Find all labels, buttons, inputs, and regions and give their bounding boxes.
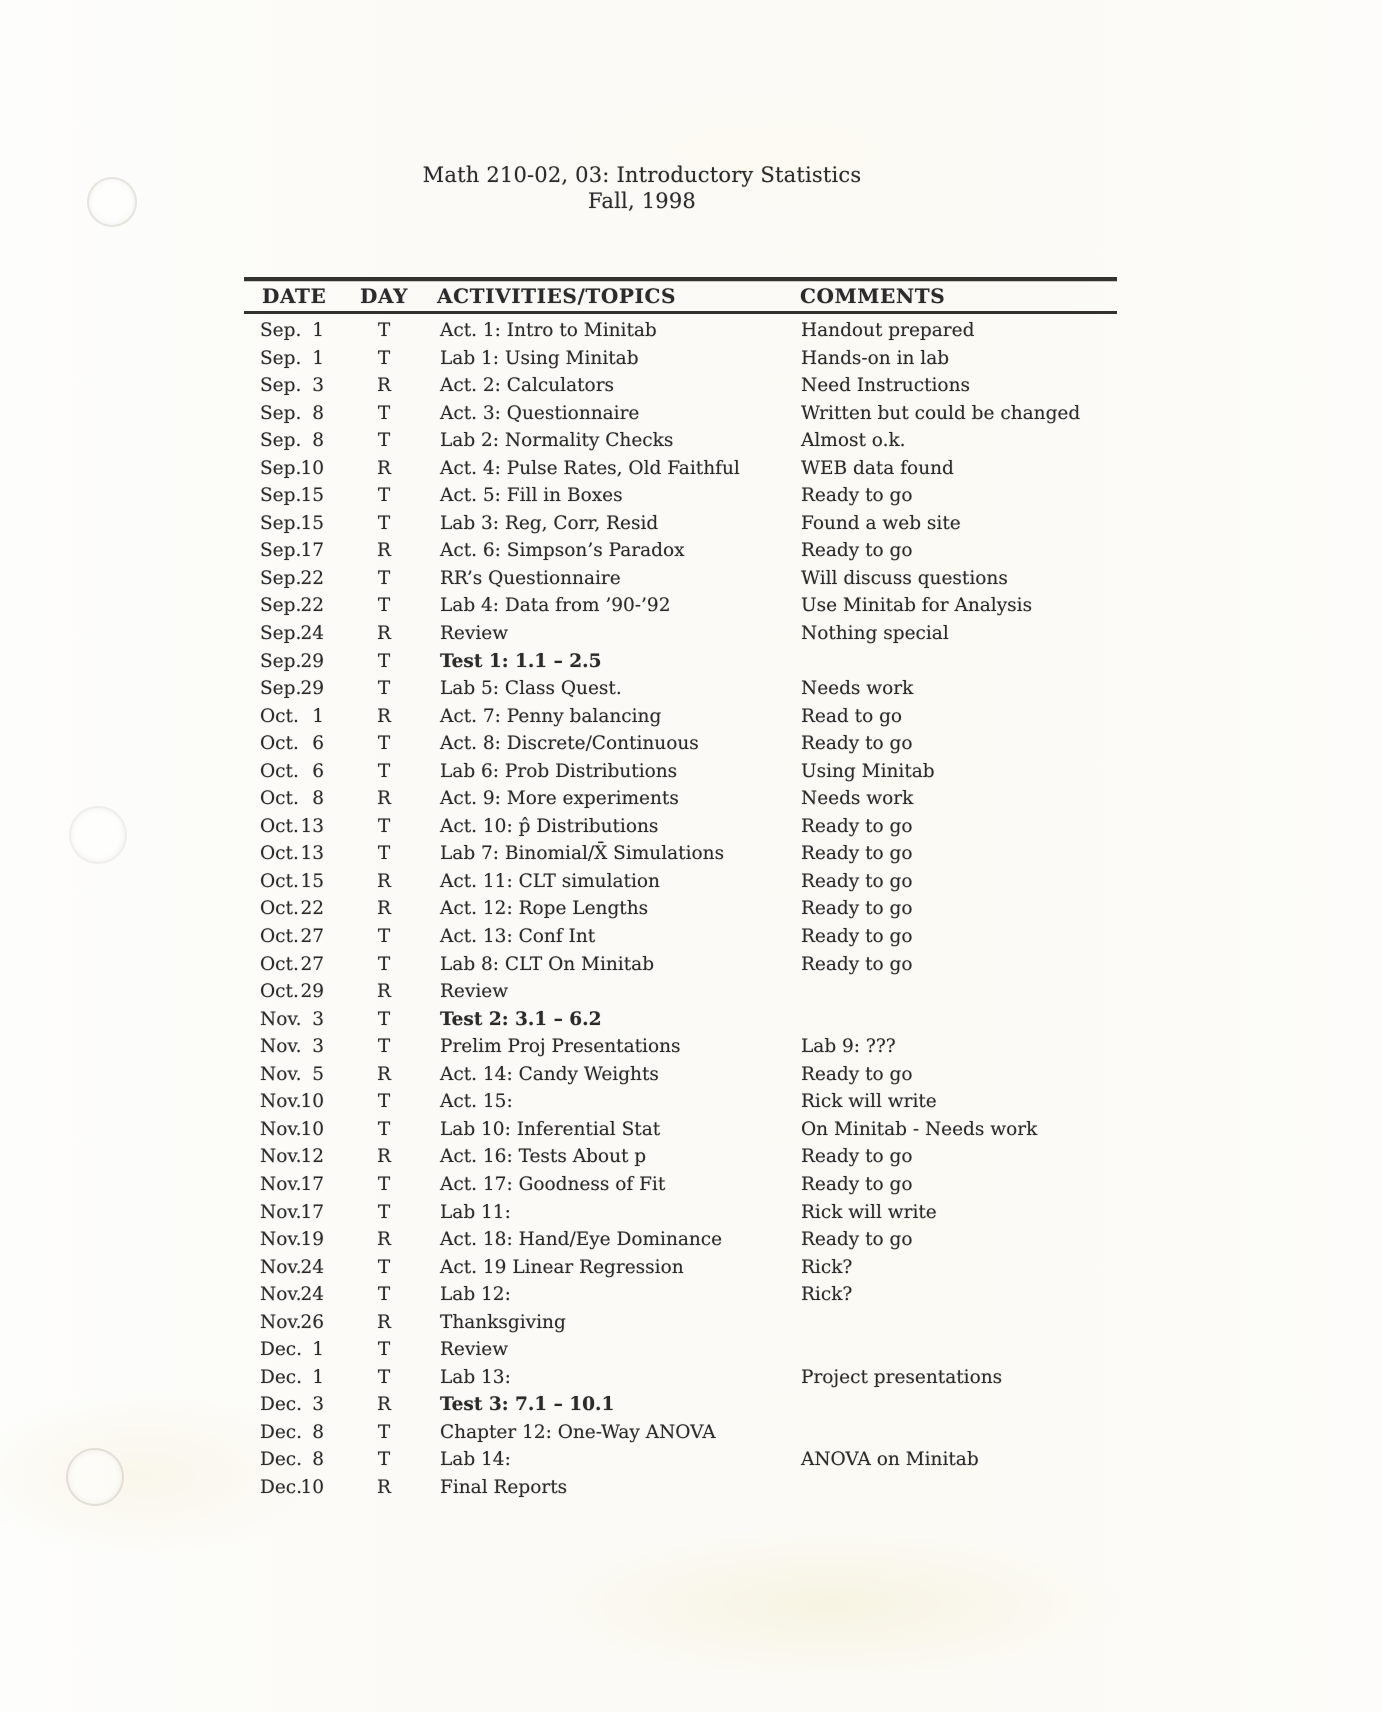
table-row xyxy=(244,758,1117,786)
date-day-cell: 6 xyxy=(312,760,324,782)
hole-punch xyxy=(69,806,127,864)
weekday-cell: T xyxy=(377,1449,391,1471)
date-day-cell: 3 xyxy=(312,1008,324,1030)
column-header-comments: COMMENTS xyxy=(800,284,946,308)
date-month-cell: Nov. xyxy=(260,1173,302,1195)
date-day-cell: 8 xyxy=(312,430,324,452)
date-month-cell: Nov. xyxy=(260,1063,302,1085)
comment-cell: Needs work xyxy=(801,788,914,810)
table-row xyxy=(244,1364,1117,1392)
table-row xyxy=(244,592,1117,620)
activity-cell: Lab 1: Using Minitab xyxy=(440,347,639,369)
date-month-cell: Oct. xyxy=(260,788,299,810)
table-row xyxy=(244,868,1117,896)
activity-cell: Test 1: 1.1 – 2.5 xyxy=(440,650,602,672)
table-row xyxy=(244,427,1117,455)
weekday-cell: T xyxy=(377,1256,391,1278)
date-month-cell: Nov. xyxy=(260,1008,302,1030)
date-day-cell: 10 xyxy=(300,1476,324,1498)
table-row xyxy=(244,1033,1117,1061)
weekday-cell: T xyxy=(377,1284,391,1306)
comment-cell: Lab 9: ??? xyxy=(801,1036,896,1058)
date-day-cell: 1 xyxy=(312,347,324,369)
date-month-cell: Dec. xyxy=(260,1394,303,1416)
comment-cell: WEB data found xyxy=(801,457,954,479)
activity-cell: Lab 2: Normality Checks xyxy=(440,430,674,452)
activity-cell: Lab 11: xyxy=(440,1201,511,1223)
date-day-cell: 8 xyxy=(312,1421,324,1443)
table-row xyxy=(244,537,1117,565)
date-day-cell: 29 xyxy=(300,650,324,672)
weekday-cell: T xyxy=(377,512,391,534)
date-day-cell: 8 xyxy=(312,402,324,424)
date-month-cell: Dec. xyxy=(260,1476,303,1498)
comment-cell: Use Minitab for Analysis xyxy=(801,595,1033,617)
date-month-cell: Oct. xyxy=(260,815,299,837)
activity-cell: Act. 1: Intro to Minitab xyxy=(440,320,657,341)
weekday-cell: R xyxy=(377,1063,391,1085)
date-month-cell: Sep. xyxy=(260,567,302,589)
weekday-cell: R xyxy=(377,981,391,1003)
weekday-cell: R xyxy=(377,1476,391,1498)
date-day-cell: 1 xyxy=(312,1366,324,1388)
table-row xyxy=(244,1474,1117,1502)
weekday-cell: T xyxy=(377,1091,391,1113)
date-month-cell: Nov. xyxy=(260,1118,302,1140)
table-row xyxy=(244,675,1117,703)
activity-cell: Act. 3: Questionnaire xyxy=(440,402,640,424)
date-day-cell: 8 xyxy=(312,788,324,810)
date-day-cell: 15 xyxy=(300,870,324,892)
activity-cell: Chapter 12: One-Way ANOVA xyxy=(440,1421,716,1443)
activity-cell: Act. 4: Pulse Rates, Old Faithful xyxy=(440,457,740,479)
table-row xyxy=(244,345,1117,373)
date-day-cell: 27 xyxy=(300,953,324,975)
table-row xyxy=(244,1419,1117,1447)
comment-cell: On Minitab - Needs work xyxy=(801,1118,1038,1140)
date-month-cell: Sep. xyxy=(260,320,302,341)
column-header-day: DAY xyxy=(360,284,408,308)
activity-cell: Lab 3: Reg, Corr, Resid xyxy=(440,512,659,534)
table-rows xyxy=(244,314,1117,1502)
activity-cell: Lab 7: Binomial/X̄ Simulations xyxy=(440,843,725,865)
date-day-cell: 29 xyxy=(300,678,324,700)
weekday-cell: R xyxy=(377,870,391,892)
activity-cell: Act. 15: xyxy=(440,1091,513,1113)
activity-cell: Lab 13: xyxy=(440,1366,511,1388)
date-day-cell: 22 xyxy=(300,567,324,589)
table-row xyxy=(244,703,1117,731)
comment-cell: ANOVA on Minitab xyxy=(801,1449,979,1471)
table-row xyxy=(244,951,1117,979)
comment-cell: Ready to go xyxy=(801,1146,913,1168)
table-row xyxy=(244,510,1117,538)
table-row xyxy=(244,895,1117,923)
table-row xyxy=(244,1226,1117,1254)
weekday-cell: R xyxy=(377,705,391,727)
table-row xyxy=(244,1446,1117,1474)
weekday-cell: T xyxy=(377,320,391,341)
comment-cell: Hands-on in lab xyxy=(801,347,950,369)
date-day-cell: 1 xyxy=(312,320,324,341)
column-header-date: DATE xyxy=(262,284,327,308)
table-row xyxy=(244,1088,1117,1116)
table-row xyxy=(244,785,1117,813)
date-day-cell: 22 xyxy=(300,595,324,617)
activity-cell: Review xyxy=(440,1339,509,1361)
date-month-cell: Sep. xyxy=(260,512,302,534)
date-day-cell: 3 xyxy=(312,1394,324,1416)
comment-cell: Read to go xyxy=(801,705,903,727)
course-title: Math 210-02, 03: Introductory Statistics xyxy=(422,163,862,187)
activity-cell: Act. 16: Tests About p xyxy=(440,1146,647,1168)
date-month-cell: Nov. xyxy=(260,1146,302,1168)
weekday-cell: T xyxy=(377,402,391,424)
table-row xyxy=(244,565,1117,593)
weekday-cell: T xyxy=(377,1008,391,1030)
date-month-cell: Oct. xyxy=(260,733,299,755)
activity-cell: Act. 12: Rope Lengths xyxy=(440,898,649,920)
weekday-cell: R xyxy=(377,457,391,479)
comment-cell: Ready to go xyxy=(801,898,913,920)
date-month-cell: Dec. xyxy=(260,1421,303,1443)
date-month-cell: Nov. xyxy=(260,1284,302,1306)
date-month-cell: Oct. xyxy=(260,981,299,1003)
table-row xyxy=(244,1116,1117,1144)
activity-cell: Test 2: 3.1 – 6.2 xyxy=(440,1008,602,1030)
comment-cell: Ready to go xyxy=(801,733,913,755)
activity-cell: Prelim Proj Presentations xyxy=(440,1036,681,1058)
comment-cell: Rick? xyxy=(801,1284,853,1306)
date-month-cell: Sep. xyxy=(260,347,302,369)
table-row xyxy=(244,1061,1117,1089)
date-day-cell: 24 xyxy=(300,623,324,645)
weekday-cell: R xyxy=(377,788,391,810)
comment-cell: Rick will write xyxy=(801,1091,937,1113)
title-block xyxy=(242,162,1042,214)
table-row xyxy=(244,372,1117,400)
activity-cell: Lab 6: Prob Distributions xyxy=(440,760,678,782)
activity-cell: Act. 9: More experiments xyxy=(440,788,679,810)
date-day-cell: 19 xyxy=(300,1229,324,1251)
comment-cell: Ready to go xyxy=(801,870,913,892)
date-month-cell: Nov. xyxy=(260,1256,302,1278)
weekday-cell: T xyxy=(377,843,391,865)
date-month-cell: Oct. xyxy=(260,843,299,865)
table-row xyxy=(244,1254,1117,1282)
activity-cell: Review xyxy=(440,981,509,1003)
table-row xyxy=(244,482,1117,510)
date-month-cell: Sep. xyxy=(260,485,302,507)
hole-punch xyxy=(87,177,137,227)
comment-cell: Rick will write xyxy=(801,1201,937,1223)
course-term: Fall, 1998 xyxy=(588,189,696,213)
date-month-cell: Sep. xyxy=(260,678,302,700)
date-month-cell: Nov. xyxy=(260,1091,302,1113)
activity-cell: Act. 8: Discrete/Continuous xyxy=(440,733,699,755)
date-day-cell: 26 xyxy=(300,1311,324,1333)
weekday-cell: R xyxy=(377,623,391,645)
date-month-cell: Oct. xyxy=(260,760,299,782)
comment-cell: Will discuss questions xyxy=(801,567,1008,589)
date-day-cell: 8 xyxy=(312,1449,324,1471)
weekday-cell: T xyxy=(377,1118,391,1140)
activity-cell: Thanksgiving xyxy=(440,1311,566,1333)
weekday-cell: T xyxy=(377,926,391,948)
date-day-cell: 1 xyxy=(312,1339,324,1361)
activity-cell: Lab 4: Data from ’90-’92 xyxy=(440,595,671,617)
comment-cell: Found a web site xyxy=(801,512,961,534)
table-row xyxy=(244,400,1117,428)
date-day-cell: 15 xyxy=(300,485,324,507)
weekday-cell: T xyxy=(377,1366,391,1388)
table-row xyxy=(244,1171,1117,1199)
table-row xyxy=(244,813,1117,841)
comment-cell: Ready to go xyxy=(801,485,913,507)
date-day-cell: 24 xyxy=(300,1284,324,1306)
date-month-cell: Sep. xyxy=(260,595,302,617)
date-day-cell: 5 xyxy=(312,1063,324,1085)
weekday-cell: T xyxy=(377,1036,391,1058)
table-row xyxy=(244,1199,1117,1227)
date-day-cell: 10 xyxy=(300,457,324,479)
activity-cell: Act. 18: Hand/Eye Dominance xyxy=(440,1229,723,1251)
date-day-cell: 3 xyxy=(312,1036,324,1058)
date-month-cell: Nov. xyxy=(260,1036,302,1058)
activity-cell: Act. 14: Candy Weights xyxy=(440,1063,659,1085)
column-header-activities-topics: ACTIVITIES/TOPICS xyxy=(437,284,677,308)
hole-punch xyxy=(66,1448,124,1506)
date-month-cell: Nov. xyxy=(260,1229,302,1251)
date-day-cell: 6 xyxy=(312,733,324,755)
activity-cell: Lab 5: Class Quest. xyxy=(440,678,622,700)
table-header-row xyxy=(244,281,1117,311)
weekday-cell: R xyxy=(377,898,391,920)
weekday-cell: T xyxy=(377,1201,391,1223)
activity-cell: Act. 2: Calculators xyxy=(440,375,615,397)
comment-cell: Ready to go xyxy=(801,1173,913,1195)
date-day-cell: 17 xyxy=(300,1201,324,1223)
table-row xyxy=(244,923,1117,951)
comment-cell: Ready to go xyxy=(801,953,913,975)
date-day-cell: 24 xyxy=(300,1256,324,1278)
schedule-table xyxy=(244,277,1117,1502)
comment-cell: Ready to go xyxy=(801,926,913,948)
date-month-cell: Sep. xyxy=(260,375,302,397)
weekday-cell: T xyxy=(377,485,391,507)
activity-cell: Act. 7: Penny balancing xyxy=(440,705,662,727)
date-month-cell: Sep. xyxy=(260,623,302,645)
date-day-cell: 22 xyxy=(300,898,324,920)
date-day-cell: 10 xyxy=(300,1091,324,1113)
date-day-cell: 13 xyxy=(300,843,324,865)
weekday-cell: T xyxy=(377,760,391,782)
date-month-cell: Sep. xyxy=(260,430,302,452)
date-month-cell: Dec. xyxy=(260,1339,303,1361)
date-day-cell: 17 xyxy=(300,1173,324,1195)
activity-cell: Act. 19 Linear Regression xyxy=(440,1256,684,1278)
comment-cell: Ready to go xyxy=(801,1063,913,1085)
date-month-cell: Nov. xyxy=(260,1311,302,1333)
table-row xyxy=(244,1143,1117,1171)
comment-cell: Need Instructions xyxy=(801,375,970,397)
comment-cell: Project presentations xyxy=(801,1366,1003,1388)
comment-cell: Rick? xyxy=(801,1256,853,1278)
comment-cell: Ready to go xyxy=(801,1229,913,1251)
comment-cell: Written but could be changed xyxy=(801,402,1081,424)
activity-cell: Act. 17: Goodness of Fit xyxy=(440,1173,666,1195)
date-day-cell: 15 xyxy=(300,512,324,534)
activity-cell: Lab 14: xyxy=(440,1449,511,1471)
table-row xyxy=(244,1309,1117,1337)
table-row xyxy=(244,1281,1117,1309)
table-row xyxy=(244,317,1117,345)
date-month-cell: Oct. xyxy=(260,926,299,948)
table-row xyxy=(244,978,1117,1006)
table-row xyxy=(244,648,1117,676)
date-month-cell: Sep. xyxy=(260,650,302,672)
date-month-cell: Oct. xyxy=(260,870,299,892)
weekday-cell: R xyxy=(377,1394,391,1416)
weekday-cell: R xyxy=(377,540,391,562)
activity-cell: Review xyxy=(440,623,509,645)
date-month-cell: Oct. xyxy=(260,953,299,975)
comment-cell: Nothing special xyxy=(801,623,949,645)
table-row xyxy=(244,1391,1117,1419)
date-month-cell: Nov. xyxy=(260,1201,302,1223)
date-month-cell: Sep. xyxy=(260,402,302,424)
activity-cell: Act. 6: Simpson’s Paradox xyxy=(440,540,685,562)
date-month-cell: Dec. xyxy=(260,1449,303,1471)
table-row xyxy=(244,840,1117,868)
table-row xyxy=(244,1336,1117,1364)
activity-cell: RR’s Questionnaire xyxy=(440,567,621,589)
weekday-cell: R xyxy=(377,1146,391,1168)
comment-cell: Using Minitab xyxy=(801,760,935,782)
date-month-cell: Sep. xyxy=(260,457,302,479)
date-month-cell: Oct. xyxy=(260,898,299,920)
table-row xyxy=(244,1006,1117,1034)
activity-cell: Act. 5: Fill in Boxes xyxy=(440,485,623,507)
activity-cell: Act. 10: p̂ Distributions xyxy=(440,815,659,837)
comment-cell: Ready to go xyxy=(801,843,913,865)
table-row xyxy=(244,455,1117,483)
date-day-cell: 17 xyxy=(300,540,324,562)
comment-cell: Almost o.k. xyxy=(801,430,906,452)
weekday-cell: T xyxy=(377,1173,391,1195)
weekday-cell: R xyxy=(377,1229,391,1251)
date-month-cell: Dec. xyxy=(260,1366,303,1388)
weekday-cell: R xyxy=(377,1311,391,1333)
weekday-cell: R xyxy=(377,375,391,397)
comment-cell: Needs work xyxy=(801,678,914,700)
date-month-cell: Oct. xyxy=(260,705,299,727)
date-day-cell: 27 xyxy=(300,926,324,948)
date-day-cell: 10 xyxy=(300,1118,324,1140)
table-row xyxy=(244,620,1117,648)
activity-cell: Test 3: 7.1 – 10.1 xyxy=(440,1394,615,1416)
activity-cell: Lab 12: xyxy=(440,1284,511,1306)
weekday-cell: T xyxy=(377,567,391,589)
comment-cell: Ready to go xyxy=(801,815,913,837)
weekday-cell: T xyxy=(377,347,391,369)
table-row xyxy=(244,730,1117,758)
activity-cell: Lab 8: CLT On Minitab xyxy=(440,953,655,975)
weekday-cell: T xyxy=(377,678,391,700)
date-month-cell: Sep. xyxy=(260,540,302,562)
weekday-cell: T xyxy=(377,1339,391,1361)
date-day-cell: 29 xyxy=(300,981,324,1003)
weekday-cell: T xyxy=(377,953,391,975)
weekday-cell: T xyxy=(377,595,391,617)
weekday-cell: T xyxy=(377,815,391,837)
date-day-cell: 12 xyxy=(300,1146,324,1168)
weekday-cell: T xyxy=(377,650,391,672)
date-day-cell: 1 xyxy=(312,705,324,727)
activity-cell: Act. 13: Conf Int xyxy=(440,926,596,948)
weekday-cell: T xyxy=(377,733,391,755)
activity-cell: Act. 11: CLT simulation xyxy=(440,870,660,892)
comment-cell: Handout prepared xyxy=(801,320,975,341)
weekday-cell: T xyxy=(377,1421,391,1443)
date-day-cell: 3 xyxy=(312,375,324,397)
date-day-cell: 13 xyxy=(300,815,324,837)
activity-cell: Lab 10: Inferential Stat xyxy=(440,1118,661,1140)
weekday-cell: T xyxy=(377,430,391,452)
comment-cell: Ready to go xyxy=(801,540,913,562)
activity-cell: Final Reports xyxy=(440,1476,568,1498)
